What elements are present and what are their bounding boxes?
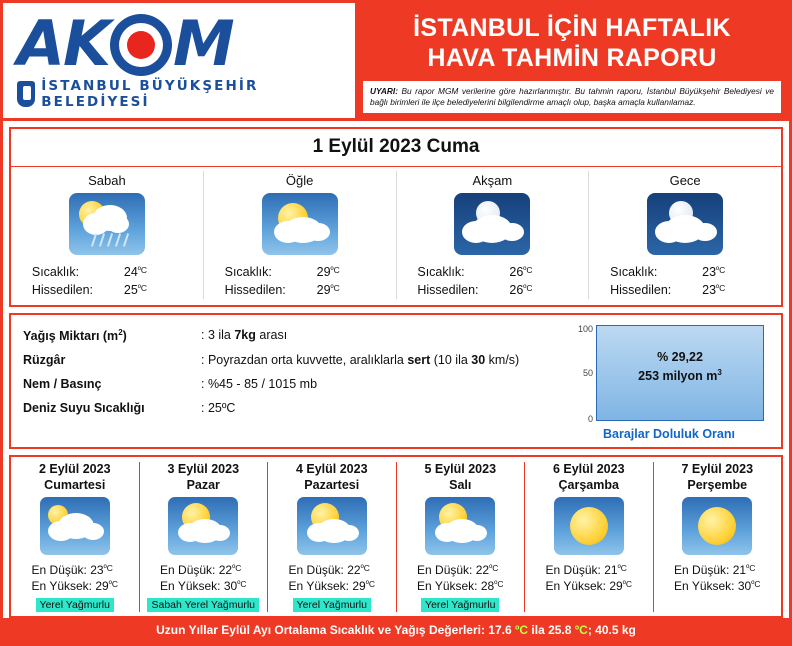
detail-value: : Poyrazdan orta kuvvette, aralıklarla sert (10 ila 30 km/s) (201, 353, 520, 368)
feels-unit: ºC (137, 283, 148, 293)
footer-unit-1: ºC (515, 623, 529, 637)
page-title (413, 13, 731, 73)
forecast-day-6 (654, 462, 782, 612)
chart-volume-label: 253 milyon m (638, 368, 718, 383)
moon-cloud-icon (647, 193, 723, 255)
footer-unit-2: ºC (574, 623, 588, 637)
logo-letter-m: M (173, 7, 233, 81)
feels-label: Hissedilen: (224, 283, 286, 297)
y-tick-50: 50 (582, 368, 593, 378)
period-label: Gece (669, 173, 701, 188)
details-section (9, 313, 783, 449)
forecast-day-4 (397, 462, 526, 612)
period-readings (397, 263, 589, 299)
forecast-weekday: Salı (449, 477, 472, 492)
low-value: 22 (347, 562, 361, 577)
detail-value: : 3 ila 7kg arası (201, 328, 288, 342)
chart-plot-area (596, 325, 764, 421)
forecast-temps: En Düşük: $22^{ºC}$ En Yüksek: $28^{ºC}$ (417, 562, 504, 593)
feels-unit: ºC (523, 283, 533, 293)
high-value: 29 (352, 578, 366, 593)
footer-text-post: ; 40.5 kg (587, 623, 636, 637)
period-label: Akşam (472, 173, 513, 188)
y-tick-100: 100 (577, 324, 593, 334)
low-value: 22 (475, 562, 490, 577)
sun-cloud-icon (425, 497, 495, 555)
period-readings (589, 263, 781, 299)
feels-label: Hissedilen: (31, 283, 94, 297)
temp-label: Sıcaklık: (31, 265, 80, 279)
detail-key: Nem / Basınç (23, 377, 102, 392)
forecast-weekday: Çarşamba (558, 477, 619, 492)
temp-unit: ºC (716, 265, 726, 275)
forecast-date: 3 Eylül 2023 (167, 462, 240, 476)
sun-cloud-icon (168, 497, 238, 555)
feels-value: 25 (123, 283, 138, 297)
forecast-day-5 (525, 462, 654, 612)
forecast-weekday: Perşembe (687, 477, 748, 492)
ibb-mark-icon (17, 81, 35, 107)
logo-subtitle (17, 78, 345, 110)
period-label: Sabah (88, 173, 126, 188)
high-value: 30 (737, 578, 752, 593)
sun-cloud-icon (262, 193, 338, 255)
today-period-gece (589, 171, 781, 299)
sun-icon (554, 497, 624, 555)
low-label: En Düşük: (31, 562, 87, 577)
forecast-note (713, 598, 721, 600)
feels-value: 26 (509, 283, 524, 297)
logo-letter-o-icon (110, 14, 172, 76)
temp-unit: ºC (523, 265, 533, 275)
period-readings (204, 263, 396, 299)
forecast-note: Sabah Yerel Yağmurlu (147, 598, 259, 612)
cloud-sun-icon (40, 497, 110, 555)
details-list (11, 323, 563, 441)
forecast-weekday: Pazartesi (304, 477, 360, 492)
report-header (3, 3, 789, 121)
low-value: 22 (218, 562, 233, 577)
forecast-date: 2 Eylül 2023 (38, 462, 111, 476)
forecast-temps: En Düşük: $21^{ºC}$ En Yüksek: $30^{ºC}$ (674, 562, 761, 593)
forecast-weekday: Cumartesi (44, 477, 106, 492)
forecast-day-1 (11, 462, 140, 612)
today-period-sabah (11, 171, 204, 299)
detail-value: : 25ºC (201, 401, 236, 416)
forecast-weekday: Pazar (186, 477, 220, 492)
high-label: En Yüksek: (674, 578, 735, 593)
low-value: 21 (604, 562, 618, 577)
temp-value: 26 (509, 265, 524, 279)
report-title-block (355, 3, 789, 118)
temp-value: 23 (702, 265, 717, 279)
forecast-temps: En Düşük: $22^{ºC}$ En Yüksek: $30^{ºC}$ (160, 562, 247, 593)
detail-row-wind (23, 348, 563, 372)
high-label: En Yüksek: (545, 578, 607, 593)
logo-wordmark (17, 7, 345, 81)
detail-key: Rüzgâr (23, 353, 66, 368)
today-period-aksam (397, 171, 590, 299)
y-tick-0: 0 (587, 414, 593, 424)
forecast-note: Yerel Yağmurlu (421, 598, 499, 612)
weekly-forecast (9, 455, 783, 618)
detail-row-humidity-pressure (23, 372, 563, 396)
detail-key: Deniz Suyu Sıcaklığı (23, 401, 145, 416)
chart-caption: Barajlar Doluluk Oranı (603, 427, 735, 441)
today-panels (9, 166, 783, 307)
footer-text-mid: ila 25.8 (528, 623, 575, 637)
low-label: En Düşük: (545, 562, 601, 577)
chart-volume-exponent: 3 (717, 367, 722, 377)
sun-icon (682, 497, 752, 555)
forecast-date: 4 Eylül 2023 (295, 462, 368, 476)
chart-percent-label: % 29,22 (657, 350, 703, 364)
forecast-temps: En Düşük: $23^{ºC}$ En Yüksek: $29^{ºC}$ (31, 562, 118, 593)
sun-cloud-rain-icon (69, 193, 145, 255)
temp-value: 29 (316, 265, 331, 279)
title-line-2: HAVA TAHMİN RAPORU (427, 44, 717, 72)
chart-y-axis (574, 324, 596, 424)
feels-unit: ºC (330, 283, 340, 293)
temp-label: Sıcaklık: (224, 265, 272, 279)
logo-subtitle-text: İSTANBUL BÜYÜKŞEHİR BELEDİYESİ (41, 77, 259, 110)
feels-label: Hissedilen: (417, 283, 479, 297)
high-label: En Yüksek: (288, 578, 350, 593)
chart-data-label (597, 348, 763, 386)
low-label: En Düşük: (160, 562, 216, 577)
high-value: 28 (480, 578, 495, 593)
forecast-note: Yerel Yağmurlu (36, 598, 114, 612)
high-label: En Yüksek: (31, 578, 93, 593)
forecast-day-2 (140, 462, 269, 612)
detail-row-precipitation (23, 323, 563, 348)
detail-value: : %45 - 85 / 1015 mb (201, 377, 318, 392)
forecast-date: 6 Eylül 2023 (552, 462, 625, 476)
warning-text: Bu rapor MGM verilerine göre hazırlanmıştır. Bu tahmin raporu, İstanbul Büyükşehir Belediyesi ve bağlı birimleri ile ilçe belediyelerini bilgilendirme amaçlı olup, başka amaçla kullanılamaz. (370, 86, 774, 108)
high-label: En Yüksek: (417, 578, 478, 593)
logo-letter-a: AK (17, 7, 110, 81)
period-readings (11, 263, 203, 299)
feels-value: 29 (316, 283, 331, 297)
temp-label: Sıcaklık: (417, 265, 465, 279)
forecast-temps: En Düşük: $22^{ºC}$ En Yüksek: $29^{ºC}$ (288, 562, 375, 593)
low-value: 21 (732, 562, 747, 577)
forecast-day-3 (268, 462, 397, 612)
low-label: En Düşük: (417, 562, 473, 577)
dam-occupancy-chart (563, 323, 781, 441)
detail-key: Yağış Miktarı $(m^2)$ (23, 328, 127, 344)
feels-unit: ºC (716, 283, 726, 293)
temp-unit: ºC (330, 265, 340, 275)
title-line-1: İSTANBUL İÇİN HAFTALIK (413, 14, 731, 42)
high-label: En Yüksek: (160, 578, 221, 593)
footer-text-pre: Uzun Yıllar Eylül Ayı Ortalama Sıcaklık ve Yağış Değerleri: 17.6 (156, 623, 515, 637)
forecast-temps: En Düşük: $21^{ºC}$ En Yüksek: $29^{ºC}$ (545, 562, 632, 593)
forecast-date: 7 Eylül 2023 (681, 462, 754, 476)
moon-cloud-icon (454, 193, 530, 255)
high-value: 30 (223, 578, 238, 593)
date-bar: 1 Eylül 2023 Cuma (9, 127, 783, 166)
high-value: 29 (609, 578, 623, 593)
low-label: En Düşük: (288, 562, 344, 577)
feels-label: Hissedilen: (610, 283, 672, 297)
forecast-date: 5 Eylül 2023 (424, 462, 497, 476)
temp-label: Sıcaklık: (610, 265, 658, 279)
sun-cloud-icon (297, 497, 367, 555)
temp-value: 24 (123, 265, 138, 279)
forecast-note: Yerel Yağmurlu (293, 598, 371, 612)
temp-unit: ºC (137, 265, 148, 275)
feels-value: 23 (702, 283, 717, 297)
high-value: 29 (95, 578, 109, 593)
footer-note (3, 618, 789, 643)
warning-note (363, 81, 781, 113)
akom-logo (3, 3, 355, 118)
warning-label: UYARI: (370, 86, 398, 96)
detail-row-sea-temperature (23, 396, 563, 420)
low-label: En Düşük: (674, 562, 730, 577)
today-period-ogle (204, 171, 397, 299)
forecast-note (585, 598, 593, 600)
period-label: Öğle (285, 173, 314, 188)
low-value: 23 (90, 562, 104, 577)
